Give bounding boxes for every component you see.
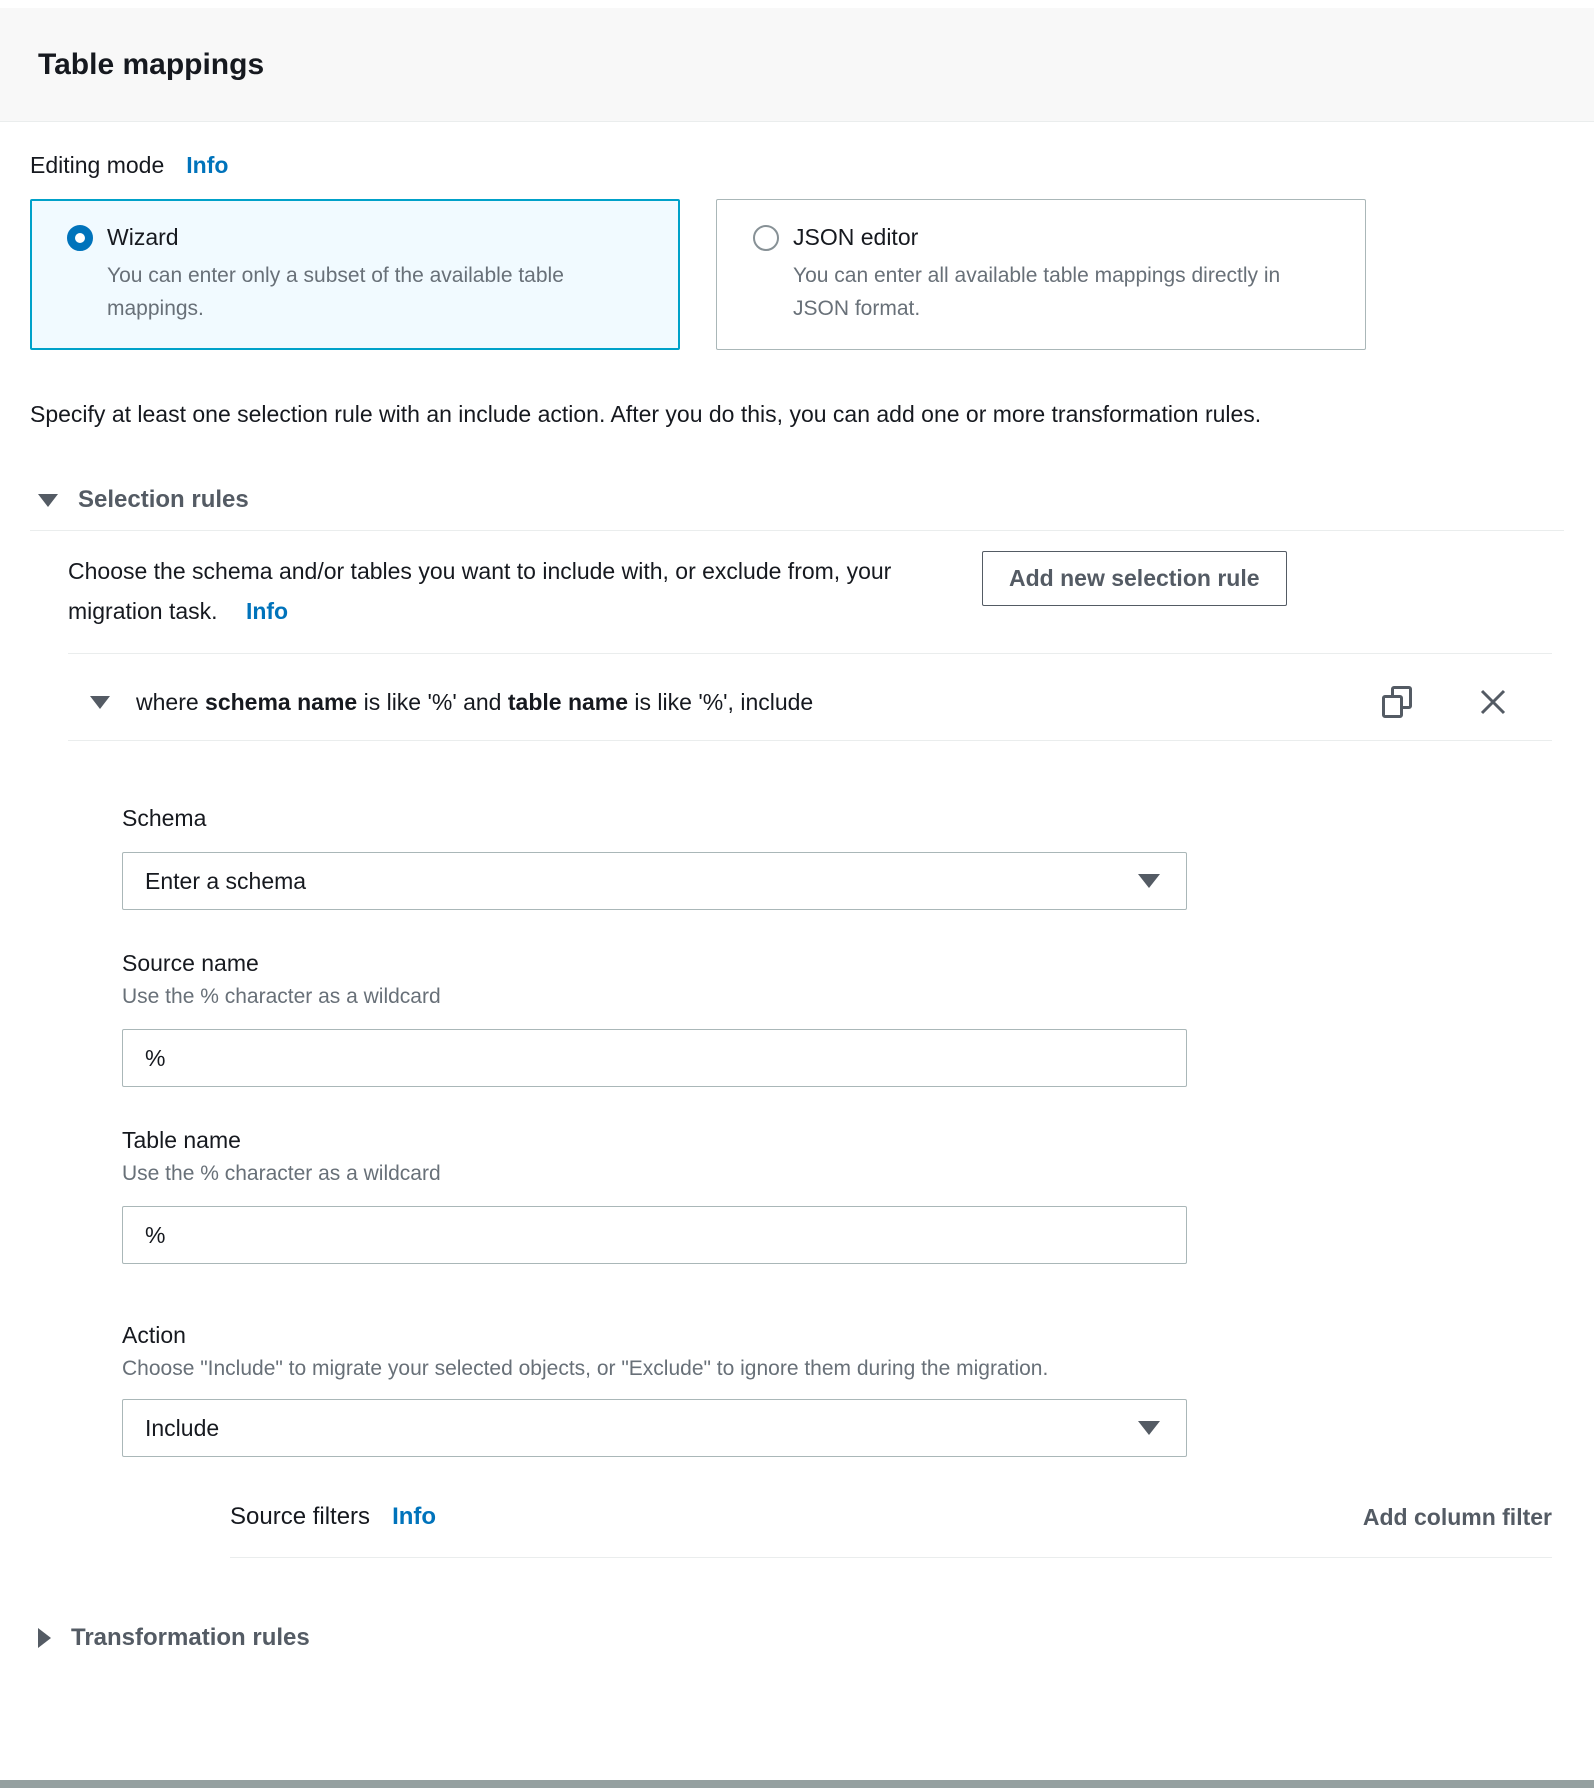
json-editor-option-card[interactable] [716, 199, 1366, 350]
rule-summary-mid: is like '%' and [357, 688, 508, 715]
source-filters-row [230, 1503, 1552, 1531]
wizard-option-card[interactable] [30, 199, 680, 350]
action-select[interactable] [122, 1399, 1187, 1457]
selection-rules-description [68, 551, 976, 631]
rule-summary-schema: schema name [205, 688, 358, 715]
table-name-group [122, 1127, 1552, 1264]
triangle-right-icon [38, 1628, 51, 1648]
editing-mode-info-link[interactable]: Info [186, 152, 229, 178]
source-filters-info-link[interactable]: Info [392, 1503, 437, 1530]
page-title: Table mappings [38, 47, 265, 81]
action-hint: Choose "Include" to migrate your selected objects, or "Exclude" to ignore them during the migration. [122, 1357, 1049, 1380]
bottom-divider-bar [0, 1780, 1594, 1788]
table-mappings-content [0, 152, 1594, 1652]
divider [68, 653, 1552, 654]
schema-group [122, 805, 1552, 910]
selection-rules-heading: Selection rules [78, 486, 249, 513]
schema-label: Schema [122, 805, 207, 831]
source-name-hint: Use the % character as a wildcard [122, 985, 441, 1008]
selection-rules-info-link[interactable]: Info [245, 598, 289, 624]
selection-rules-description-text: Choose the schema and/or tables you want to include with, or exclude from, your migration task. [68, 558, 892, 624]
transformation-rules-heading: Transformation rules [71, 1624, 310, 1651]
wizard-option-description: You can enter only a subset of the available table mappings. [107, 264, 564, 320]
json-editor-option-description: You can enter all available table mappings directly in JSON format. [793, 264, 1281, 320]
editing-mode-cards [30, 199, 1564, 350]
divider [68, 740, 1552, 741]
action-label: Action [122, 1322, 186, 1348]
rule-form [122, 805, 1552, 1558]
editing-mode-label: Editing mode [30, 152, 165, 178]
caret-down-icon [1138, 874, 1160, 888]
transformation-rules-header[interactable] [30, 1624, 1564, 1652]
selection-rule-row [68, 686, 1552, 718]
triangle-down-icon [38, 494, 58, 507]
triangle-down-icon[interactable] [90, 696, 110, 709]
editing-mode-row [30, 152, 1564, 179]
radio-selected-icon[interactable] [67, 225, 93, 251]
wizard-option-label: Wizard [107, 224, 179, 250]
source-name-group [122, 950, 1552, 1087]
source-name-input[interactable] [122, 1029, 1187, 1087]
selection-rules-header[interactable] [30, 486, 1564, 514]
table-name-input[interactable] [122, 1206, 1187, 1264]
action-select-value: Include [145, 1414, 220, 1441]
divider [30, 530, 1564, 531]
add-column-filter-button[interactable]: Add column filter [1362, 1503, 1552, 1530]
table-name-hint: Use the % character as a wildcard [122, 1162, 441, 1185]
copy-icon-front [1382, 695, 1403, 718]
json-editor-option-label: JSON editor [793, 224, 919, 250]
wizard-option-head [67, 224, 659, 251]
intro-text: Specify at least one selection rule with an include action. After you do this, you can add one or more transformation rules. [30, 401, 1262, 427]
selection-rules-description-row [68, 551, 1552, 631]
radio-unselected-icon[interactable] [753, 225, 779, 251]
divider [230, 1557, 1552, 1558]
rule-summary-pre: where [136, 688, 206, 715]
delete-rule-icon[interactable] [1478, 687, 1508, 717]
table-name-label: Table name [122, 1127, 241, 1153]
caret-down-icon [1138, 1421, 1160, 1435]
selection-rules-body [68, 551, 1552, 1558]
rule-summary-post: is like '%', include [628, 688, 814, 715]
action-group [122, 1322, 1552, 1457]
rule-summary-table: table name [507, 688, 629, 715]
source-name-label: Source name [122, 950, 259, 976]
schema-select[interactable] [122, 852, 1187, 910]
rule-actions [1382, 686, 1508, 718]
section-header-band [0, 8, 1594, 122]
rule-summary [136, 689, 1382, 716]
source-filters-label: Source filters [230, 1503, 371, 1530]
schema-select-value: Enter a schema [145, 867, 307, 894]
add-new-selection-rule-button[interactable]: Add new selection rule [982, 551, 1287, 606]
source-filters-left [230, 1503, 436, 1531]
json-editor-option-head [753, 224, 1345, 251]
copy-rule-icon[interactable] [1382, 686, 1412, 718]
